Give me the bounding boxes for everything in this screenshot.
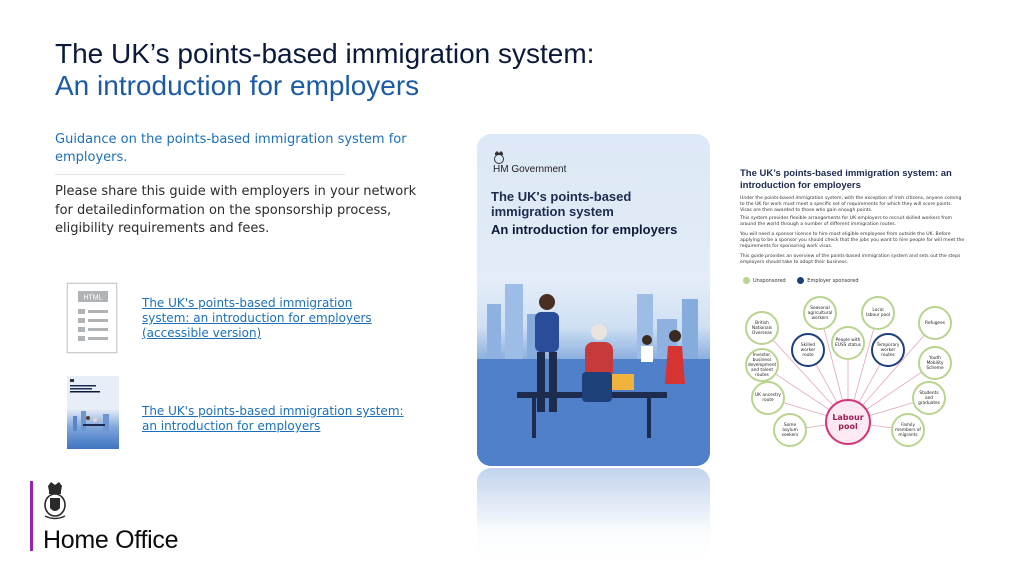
title-line-2: An introduction for employers: [55, 70, 420, 101]
brand-bar: [30, 481, 33, 551]
html-document-icon[interactable]: [67, 283, 117, 353]
preview-paragraph: You will need a sponsor licence to hire most eligible employees from outside the UK. Before applying to be a sponsor you should check that the jobs you want to hire people for will meet the requirements for sponsoring work visas.: [740, 232, 965, 249]
guide-page-preview[interactable]: [735, 160, 975, 460]
preview-paragraph: This system provides flexible arrangements for UK employers to recruit skilled workers from around the world through a number of different immigration routes.: [740, 216, 953, 227]
bubble-british-nationals-overseas: British Nationals Overseas: [745, 311, 779, 345]
cover-gov-label: HM Government: [493, 164, 567, 175]
bubble-euss-status: People with EUSS status: [831, 326, 865, 360]
cover-subtitle: An introduction for employers: [491, 222, 678, 237]
title-line-1: The UK’s points-based immigration system:: [55, 38, 595, 69]
html-thumb-label: HTML: [83, 294, 103, 302]
guidance-text: Guidance on the points-based immigration system for employers.: [55, 132, 407, 165]
bubble-youth-mobility: Youth Mobility Scheme: [918, 346, 952, 380]
document-cover-thumbnail[interactable]: [67, 376, 119, 449]
accessible-version-link[interactable]: The UK's points-based immigration system: an introduction for employers (accessible version): [142, 296, 372, 340]
brand-name: Home Office: [43, 526, 179, 554]
document-link[interactable]: The UK's points-based immigration system: an introduction for employers: [142, 404, 404, 433]
bubble-asylum-seekers: Some asylum seekers: [773, 413, 807, 447]
bubble-family-members: Family members of migrants: [891, 413, 925, 447]
bubble-seasonal-workers: Seasonal agricultural workers: [803, 296, 837, 330]
bubble-uk-ancestry: UK ancestry route: [751, 381, 785, 415]
cover-illustration: [477, 254, 710, 466]
bubble-refugees: Refugees: [918, 306, 952, 340]
royal-crest-icon: [42, 480, 68, 522]
bubble-investor-routes: Investor, business development and talent routes: [745, 348, 779, 382]
cover-reflection: [477, 468, 710, 558]
guide-cover[interactable]: [477, 134, 710, 466]
bubble-skilled-worker-route: Skilled worker route: [791, 333, 825, 367]
preview-paragraph: Under the points-based immigration system, with the exception of Irish citizens, anyone coming to the UK for work must meet a specific set of requirements for which they will score points. Visas are then awarded to those who gain enough points.: [740, 196, 962, 213]
bubble-temporary-worker-routes: Temporary worker routes: [871, 333, 905, 367]
labour-pool-hub: Labour pool: [825, 399, 871, 445]
preview-title: The UK’s points-based immigration system: an introduction for employers: [740, 168, 952, 191]
bubble-students-graduates: Students and graduates: [912, 381, 946, 415]
cover-title: The UK's points-based immigration system: [491, 189, 632, 219]
page-title: [55, 38, 695, 102]
preview-paragraph: This guide provides an overview of the points-based immigration system and sets out the steps employers should take to adopt their business.: [740, 254, 961, 265]
divider: [55, 174, 345, 175]
bubble-local-labour-pool: Local labour pool: [861, 296, 895, 330]
crest-small-icon: [493, 150, 505, 164]
share-text: Please share this guide with employers in your network for detailedinformation on the sponsorship process, eligibility requirements and fees.: [55, 184, 417, 236]
legend-unsponsored: Unsponsored: [753, 278, 786, 284]
home-office-logo: [30, 478, 210, 558]
legend-sponsored: Employer sponsored: [807, 278, 859, 284]
